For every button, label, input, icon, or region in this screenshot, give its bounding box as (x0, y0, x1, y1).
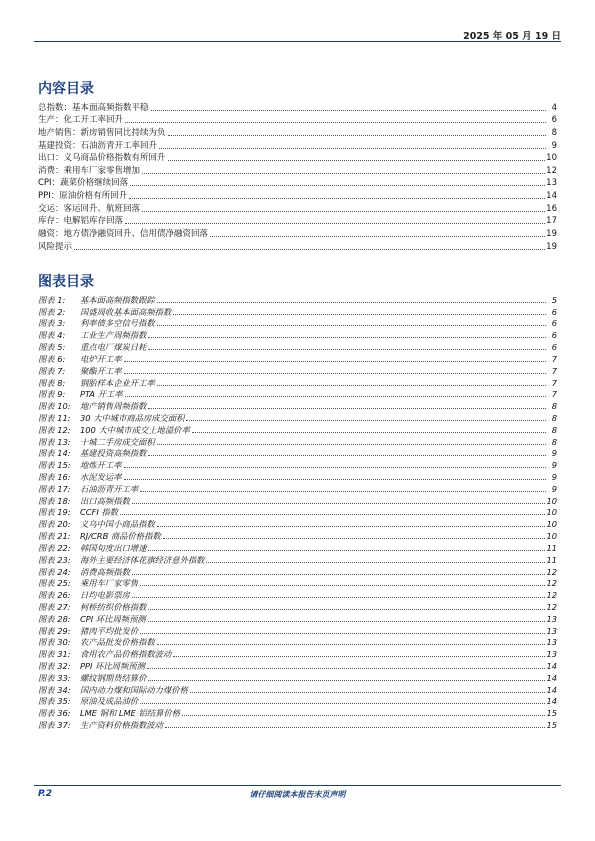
dot-leader (132, 574, 546, 575)
entry-page-number: 11 (546, 554, 557, 565)
entry-page-number: 8 (551, 401, 557, 412)
entry-page-number: 10 (546, 153, 557, 164)
dot-leader (125, 396, 546, 397)
figure-label: 十城二手房成交面积 (80, 436, 155, 447)
entry-page-number: 12 (546, 590, 557, 601)
contents-entry[interactable] (38, 138, 557, 151)
figure-number: 图表 21: (38, 531, 71, 542)
entry-page-number: 6 (551, 342, 557, 353)
figure-entry[interactable] (38, 458, 557, 470)
entry-page-number: 9 (551, 448, 557, 459)
figure-entry[interactable] (38, 541, 557, 553)
figure-entry[interactable] (38, 352, 557, 364)
page-number: P.2 (38, 789, 52, 799)
figure-label: CPI 环比周频预测 (80, 613, 146, 624)
contents-title: 内容目录 (38, 81, 94, 97)
entry-page-number: 14 (546, 672, 557, 683)
figure-number: 图表 7: (38, 365, 66, 376)
dot-leader (129, 198, 545, 199)
figure-label: 利率债多空信号指数 (80, 318, 155, 329)
figure-label: 义乌中国小商品指数 (80, 519, 155, 530)
figure-entry[interactable] (38, 399, 557, 411)
entry-page-number: 13 (546, 613, 557, 624)
figure-label: 猪肉平均批发价 (80, 625, 139, 636)
dot-leader (148, 550, 545, 551)
dot-leader (148, 621, 546, 622)
figure-number: 图表 37: (38, 720, 71, 731)
figure-entry[interactable] (38, 671, 557, 683)
dot-leader (173, 314, 546, 315)
dot-leader (140, 585, 545, 586)
figure-entry[interactable] (38, 565, 557, 577)
entry-page-number: 19 (546, 229, 557, 240)
dot-leader (173, 656, 545, 657)
figure-label: 基本面高频指数跟踪 (80, 294, 155, 305)
figure-number: 图表 32: (38, 661, 71, 671)
dot-leader (157, 526, 546, 527)
figure-label: LME 铜和 LME 铝结算价格 (80, 708, 181, 719)
figures-list (38, 293, 557, 730)
figure-number: 图表 23: (38, 554, 71, 565)
contents-label: CPI：蔬菜价格继续回落 (38, 178, 129, 189)
contents-label: 地产销售：新房销售同比持续为负 (38, 127, 166, 138)
figure-number: 图表 10: (38, 401, 71, 412)
figure-number: 图表 20: (38, 519, 71, 530)
dot-leader (132, 597, 546, 598)
figure-entry[interactable] (38, 447, 557, 459)
contents-entry[interactable] (38, 125, 557, 138)
figure-label: 国内动力煤和国际动力煤价格 (80, 684, 188, 695)
figure-number: 图表 30: (38, 637, 71, 648)
entry-page-number: 6 (551, 330, 557, 341)
dot-leader (157, 385, 546, 386)
entry-page-number: 12 (546, 566, 557, 577)
figure-label: 国盛周收基本面高频指数 (80, 306, 172, 317)
dot-leader (157, 644, 546, 645)
figure-label: 电炉开工率 (80, 353, 122, 364)
entry-page-number: 7 (551, 353, 557, 364)
contents-entry[interactable] (38, 100, 557, 113)
dot-leader (186, 420, 546, 421)
entry-page-number: 10 (546, 531, 557, 542)
entry-page-number: 8 (551, 127, 557, 138)
entry-page-number: 12 (546, 601, 557, 612)
dot-leader (124, 361, 547, 362)
figure-label: 钢胎样本企业开工率 (80, 377, 155, 388)
entry-page-number: 13 (546, 649, 557, 660)
figure-entry[interactable] (38, 624, 557, 636)
dot-leader (148, 408, 546, 409)
figure-number: 图表 31: (38, 649, 71, 660)
figure-entry[interactable] (38, 718, 557, 730)
contents-label: 融资：地方债净融资回升、信用债净融资回落 (38, 229, 209, 240)
figure-number: 图表 27: (38, 601, 71, 612)
dot-leader (74, 249, 545, 250)
figure-label: 海外主要经济体花旗经济意外指数 (80, 554, 205, 565)
dot-leader (142, 211, 545, 212)
dot-leader (140, 703, 545, 704)
entry-page-number: 9 (551, 140, 557, 151)
figure-label: 消费高频指数 (80, 566, 130, 577)
figure-label: 聚酯开工率 (80, 365, 122, 376)
figure-label: 出口高频指数 (80, 495, 130, 506)
figure-entry[interactable] (38, 588, 557, 600)
dot-leader (140, 633, 545, 634)
figure-number: 图表 11: (38, 412, 71, 423)
figure-label: 30 大中城市商品房成交面积 (80, 412, 185, 423)
dot-leader (163, 538, 546, 539)
figure-label: 地产销售周频指数 (80, 401, 147, 412)
figure-number: 图表 13: (38, 436, 71, 447)
figure-label: 食用农产品价格指数波动 (80, 649, 172, 660)
figure-entry[interactable] (38, 517, 557, 529)
figure-number: 图表 34: (38, 684, 71, 695)
contents-label: PPI：原油价格有所回升 (38, 191, 128, 202)
dot-leader (210, 236, 545, 237)
entry-page-number: 12 (546, 165, 557, 176)
contents-entry[interactable] (38, 113, 557, 126)
figure-label: 原油及成品油价 (80, 696, 139, 707)
dot-leader (168, 135, 546, 136)
dot-leader (159, 148, 546, 149)
entry-page-number: 9 (551, 483, 557, 494)
figure-label: 基建投资高频指数 (80, 448, 147, 459)
figure-number: 图表 36: (38, 708, 71, 719)
entry-page-number: 15 (546, 720, 557, 731)
figure-number: 图表 22: (38, 542, 71, 553)
dot-leader (124, 467, 547, 468)
figure-number: 图表 6: (38, 353, 66, 364)
dot-leader (147, 668, 546, 669)
dot-leader (124, 479, 547, 480)
figures-title: 图表目录 (38, 274, 94, 290)
contents-label: 消费：乘用车厂家零售增加 (38, 165, 141, 176)
figure-entry[interactable] (38, 706, 557, 718)
figure-label: 螺纹钢期货结算价 (80, 672, 147, 683)
figure-label: 日均电影票房 (80, 590, 130, 601)
contents-entry[interactable] (38, 188, 557, 201)
figure-entry[interactable] (38, 423, 557, 435)
entry-page-number: 6 (551, 306, 557, 317)
figure-number: 图表 8: (38, 377, 66, 388)
figure-label: 水泥发运率 (80, 472, 122, 482)
figure-entry[interactable] (38, 659, 557, 671)
entry-page-number: 9 (551, 472, 557, 482)
figure-entry[interactable] (38, 376, 557, 388)
figure-label: 乘用车厂家零售 (80, 578, 139, 589)
contents-label: 生产：化工开工率回升 (38, 115, 124, 126)
figure-number: 图表 29: (38, 625, 71, 636)
entry-page-number: 14 (546, 696, 557, 707)
figure-entry[interactable] (38, 317, 557, 329)
figure-number: 图表 24: (38, 566, 71, 577)
dot-leader (148, 337, 546, 338)
dot-leader (132, 503, 546, 504)
figure-number: 图表 25: (38, 578, 71, 589)
dot-leader (140, 491, 546, 492)
contents-label: 库存：电解铝库存回落 (38, 216, 124, 227)
report-date: 2025 年 05 月 19 日 (463, 31, 561, 42)
figure-number: 图表 9: (38, 389, 66, 400)
dot-leader (157, 302, 546, 303)
entry-page-number: 16 (546, 203, 557, 214)
dot-leader (148, 349, 546, 350)
figure-label: PPI 环比周频预测 (80, 661, 145, 671)
dot-leader (190, 692, 546, 693)
dot-leader (130, 185, 545, 186)
figure-number: 图表 16: (38, 472, 71, 482)
figure-number: 图表 14: (38, 448, 71, 459)
figure-entry[interactable] (38, 411, 557, 423)
entry-page-number: 14 (546, 661, 557, 671)
figure-entry[interactable] (38, 529, 557, 541)
contents-entry[interactable] (38, 201, 557, 214)
figure-label: 石油沥青开工率 (80, 483, 139, 494)
contents-list (38, 100, 557, 252)
figure-number: 图表 5: (38, 342, 66, 353)
figure-entry[interactable] (38, 612, 557, 624)
entry-page-number: 19 (546, 241, 557, 252)
dot-leader (192, 432, 546, 433)
disclaimer-note: 请仔细阅读本报告末页声明 (249, 790, 346, 799)
dot-leader (120, 514, 545, 515)
figure-label: 农产品批发价格指数 (80, 637, 155, 648)
figure-number: 图表 15: (38, 460, 71, 471)
figure-entry[interactable] (38, 305, 557, 317)
figure-number: 图表 28: (38, 613, 71, 624)
contents-label: 交运：客运回升、航班回落 (38, 203, 141, 214)
entry-page-number: 8 (551, 412, 557, 423)
figure-entry[interactable] (38, 506, 557, 518)
entry-page-number: 14 (546, 684, 557, 695)
entry-page-number: 13 (546, 637, 557, 648)
figure-label: 地炼开工率 (80, 460, 122, 471)
dot-leader (148, 455, 546, 456)
figure-number: 图表 12: (38, 424, 71, 435)
figure-number: 图表 2: (38, 306, 66, 317)
entry-page-number: 17 (546, 216, 557, 227)
contents-entry[interactable] (38, 214, 557, 227)
dot-leader (125, 122, 546, 123)
figure-entry[interactable] (38, 600, 557, 612)
figure-label: 重点电厂煤炭日耗 (80, 342, 147, 353)
figure-number: 图表 19: (38, 507, 71, 518)
dot-leader (151, 110, 546, 111)
dot-leader (125, 223, 545, 224)
figure-label: 韩国旬度出口增速 (80, 542, 147, 553)
entry-page-number: 9 (551, 460, 557, 471)
entry-page-number: 11 (546, 542, 557, 553)
entry-page-number: 10 (546, 519, 557, 530)
entry-page-number: 15 (546, 708, 557, 719)
dot-leader (157, 444, 546, 445)
figure-label: 生产资料价格指数波动 (80, 720, 163, 731)
dot-leader (124, 373, 547, 374)
figure-number: 图表 26: (38, 590, 71, 601)
entry-page-number: 10 (546, 507, 557, 518)
entry-page-number: 12 (546, 578, 557, 589)
figure-entry[interactable] (38, 364, 557, 376)
entry-page-number: 10 (546, 495, 557, 506)
contents-entry[interactable] (38, 239, 557, 252)
figure-entry[interactable] (38, 388, 557, 400)
contents-entry[interactable] (38, 226, 557, 239)
footer-divider (34, 785, 561, 786)
figure-label: RJ/CRB 商品价格指数 (80, 531, 161, 542)
figure-entry[interactable] (38, 293, 557, 305)
entry-page-number: 13 (546, 178, 557, 189)
contents-entry[interactable] (38, 176, 557, 189)
figure-number: 图表 4: (38, 330, 66, 341)
entry-page-number: 6 (551, 318, 557, 329)
dot-leader (168, 160, 546, 161)
entry-page-number: 8 (551, 424, 557, 435)
contents-entry[interactable] (38, 163, 557, 176)
figure-entry[interactable] (38, 695, 557, 707)
entry-page-number: 4 (551, 102, 557, 113)
entry-page-number: 6 (551, 115, 557, 126)
figure-entry[interactable] (38, 482, 557, 494)
dot-leader (165, 727, 545, 728)
dot-leader (206, 562, 545, 563)
figure-entry[interactable] (38, 647, 557, 659)
figure-label: 柯桥纺织价格指数 (80, 601, 147, 612)
figure-label: CCFI 指数 (80, 507, 119, 518)
dot-leader (157, 325, 546, 326)
entry-page-number: 13 (546, 625, 557, 636)
figure-label: 100 大中城市成交土地溢价率 (80, 424, 190, 435)
figure-entry[interactable] (38, 577, 557, 589)
entry-page-number: 7 (551, 389, 557, 400)
contents-label: 出口：义乌商品价格指数有所回升 (38, 153, 166, 164)
header-divider (34, 41, 561, 42)
figure-number: 图表 35: (38, 696, 71, 707)
entry-page-number: 7 (551, 365, 557, 376)
dot-leader (148, 609, 545, 610)
contents-label: 基建投资：石油沥青开工率回升 (38, 140, 158, 151)
figure-entry[interactable] (38, 553, 557, 565)
figure-entry[interactable] (38, 683, 557, 695)
figure-entry[interactable] (38, 470, 557, 482)
figure-number: 图表 18: (38, 495, 71, 506)
figure-number: 图表 1: (38, 294, 66, 305)
contents-entry[interactable] (38, 151, 557, 164)
entry-page-number: 8 (551, 436, 557, 447)
figure-number: 图表 17: (38, 483, 71, 494)
contents-label: 总指数：基本面高频指数平稳 (38, 102, 149, 113)
dot-leader (182, 715, 545, 716)
figure-number: 图表 33: (38, 672, 71, 683)
figure-label: PTA 开工率 (80, 389, 123, 400)
entry-page-number: 5 (551, 294, 557, 305)
figure-entry[interactable] (38, 494, 557, 506)
figure-entry[interactable] (38, 435, 557, 447)
contents-label: 风险提示 (38, 241, 73, 252)
figure-entry[interactable] (38, 328, 557, 340)
dot-leader (142, 173, 545, 174)
figure-number: 图表 3: (38, 318, 66, 329)
figure-entry[interactable] (38, 636, 557, 648)
figure-label: 工业生产周频指数 (80, 330, 147, 341)
figure-entry[interactable] (38, 340, 557, 352)
entry-page-number: 7 (551, 377, 557, 388)
dot-leader (148, 680, 545, 681)
entry-page-number: 14 (546, 191, 557, 202)
